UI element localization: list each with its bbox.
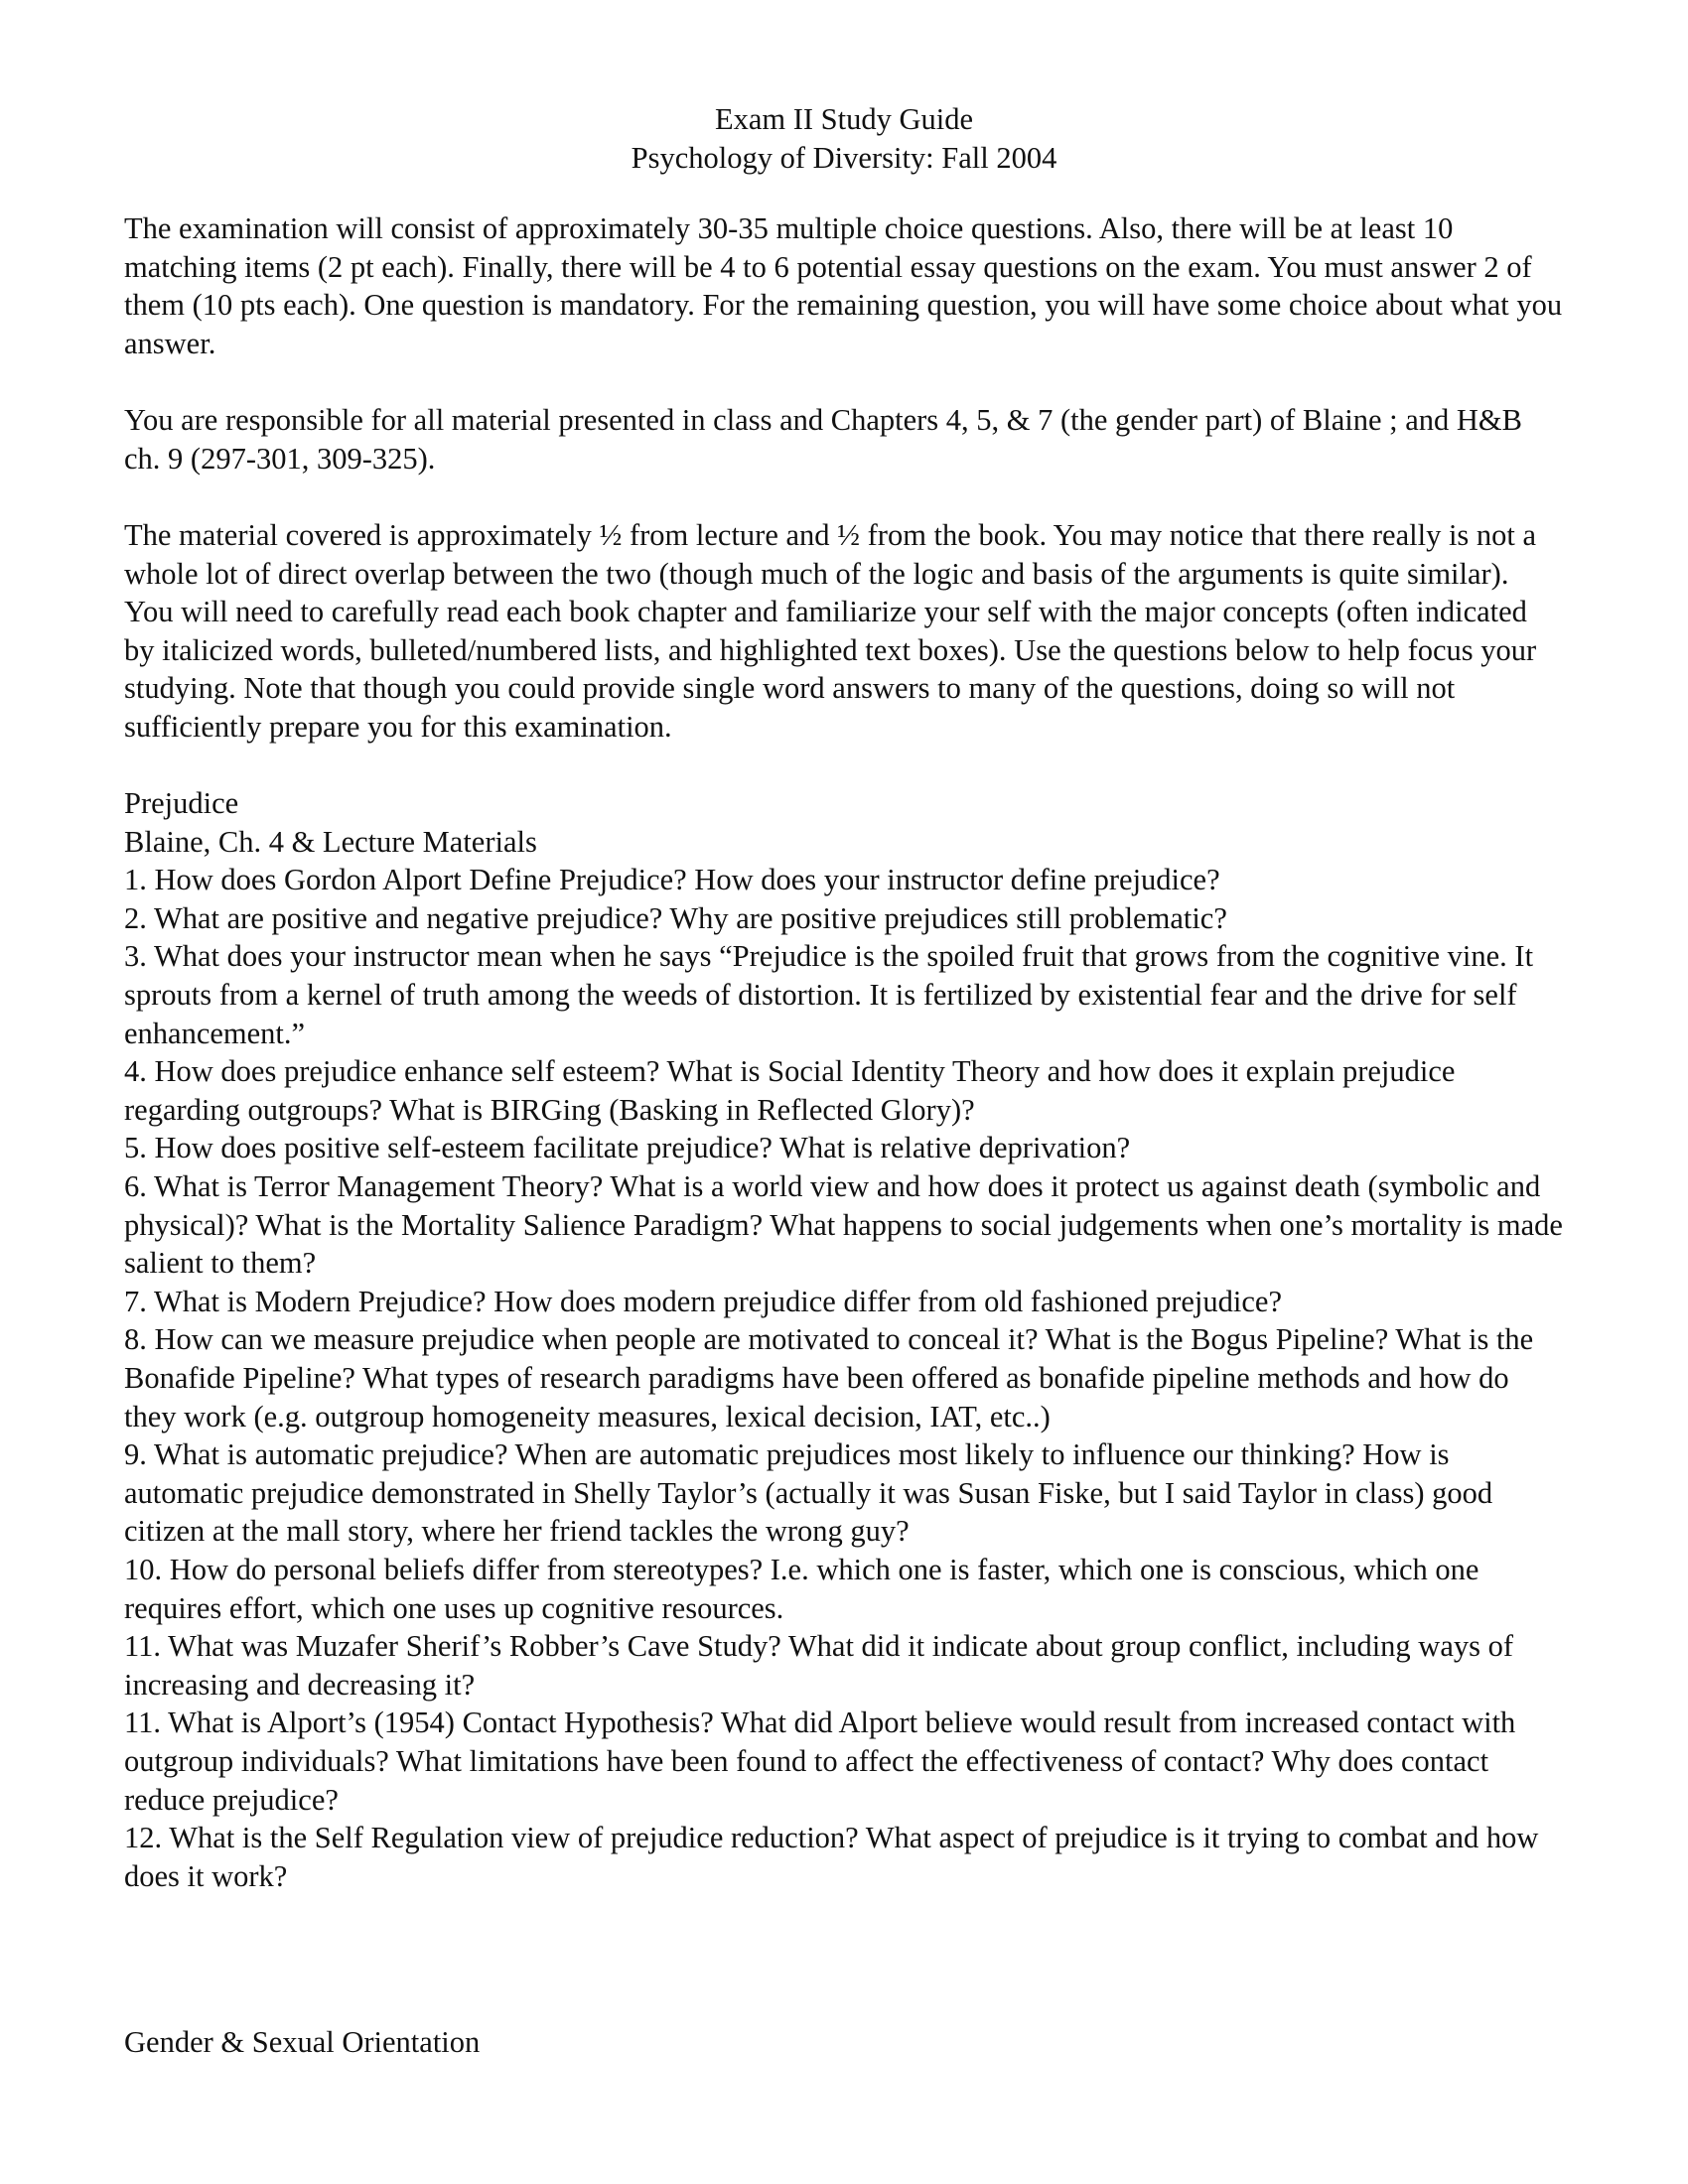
question-item: 11. What is Alport’s (1954) Contact Hypothesis? What did Alport believe would result from increased contact with outgroup individuals? What limitations have been found to affect the effectiveness of contact? Why does contact reduce prejudice? xyxy=(124,1706,1516,1817)
question-item: 3. What does your instructor mean when he says “Prejudice is the spoiled fruit that grows from the cognitive vine. It sprouts from a kernel of truth among the weeds of distortion. It is fertilized by existential fear and the drive for self enhancement.” xyxy=(124,939,1534,1050)
question-item: 7. What is Modern Prejudice? How does modern prejudice differ from old fashioned prejudice? xyxy=(124,1284,1282,1318)
question-item: 5. How does positive self-esteem facilitate prejudice? What is relative deprivation? xyxy=(124,1131,1131,1165)
section-heading-gender: Gender & Sexual Orientation xyxy=(124,2025,481,2059)
question-item: 6. What is Terror Management Theory? What is a world view and how does it protect us against death (symbolic and physical)? What is the Mortality Salience Paradigm? What happens to social judgements when one’s mortality is made salient to them? xyxy=(124,1169,1563,1281)
study-advice-paragraph: The material covered is approximately ½ from lecture and ½ from the book. You may notice that there really is not a whole lot of direct overlap between the two (though much of the logic and basis of the arguments is quite similar). You will need to carefully read each book chapter and familiarize your self with the major concepts (often indicated by italicized words, bulleted/numbered lists, and highlighted text boxes). Use the questions below to help focus your studying. Note that though you could provide single word answers to many of the questions, doing so will not sufficiently prepare you for this examination. xyxy=(124,517,1537,744)
question-item: 11. What was Muzafer Sherif’s Robber’s Cave Study? What did it indicate about group conflict, including ways of increasing and decreasing it? xyxy=(124,1629,1514,1702)
question-item: 4. How does prejudice enhance self esteem? What is Social Identity Theory and how does it explain prejudice regarding outgroups? What is BIRGing (Basking in Reflected Glory)? xyxy=(124,1054,1456,1127)
question-item: 2. What are positive and negative prejudice? Why are positive prejudices still problematic? xyxy=(124,900,1227,935)
question-item: 1. How does Gordon Alport Define Prejudice? How does your instructor define prejudice? xyxy=(124,863,1220,897)
question-item: 10. How do personal beliefs differ from stereotypes? I.e. which one is faster, which one is conscious, which one requires effort, which one uses up cognitive resources. xyxy=(124,1552,1479,1625)
reading-assignment-paragraph: You are responsible for all material presented in class and Chapters 4, 5, & 7 (the gender part) of Blaine ; and H&B ch. 9 (297-301, 309-325). xyxy=(124,403,1522,476)
question-list xyxy=(124,861,1564,1895)
document-title: Exam II Study Guide xyxy=(714,102,974,136)
section-heading-prejudice: Prejudice xyxy=(124,786,239,821)
section-subheading-prejudice: Blaine, Ch. 4 & Lecture Materials xyxy=(124,824,537,859)
prejudice-section xyxy=(124,784,1564,1895)
question-item: 12. What is the Self Regulation view of prejudice reduction? What aspect of prejudice is it trying to combat and how does it work? xyxy=(124,1821,1539,1893)
question-item: 8. How can we measure prejudice when people are motivated to conceal it? What is the Bogus Pipeline? What is the Bonafide Pipeline? What types of research paradigms have been offered as bonafide pipeline methods and how do they work (e.g. outgroup homogeneity measures, lexical decision, IAT, etc..) xyxy=(124,1322,1534,1433)
question-item: 9. What is automatic prejudice? When are automatic prejudices most likely to influence our thinking? How is automatic prejudice demonstrated in Shelly Taylor’s (actually it was Susan Fiske, but I said Taylor in class) good citizen at the mall story, where her friend tackles the wrong guy? xyxy=(124,1437,1493,1549)
document-subtitle: Psychology of Diversity: Fall 2004 xyxy=(631,140,1057,175)
title-block xyxy=(124,100,1564,177)
exam-format-paragraph: The examination will consist of approximately 30-35 multiple choice questions. Also, there will be at least 10 matching items (2 pt each). Finally, there will be 4 to 6 potential essay questions on the exam. You must answer 2 of them (10 pts each). One question is mandatory. For the remaining question, you will have some choice about what you answer. xyxy=(124,211,1563,360)
document-body xyxy=(124,100,1564,1895)
